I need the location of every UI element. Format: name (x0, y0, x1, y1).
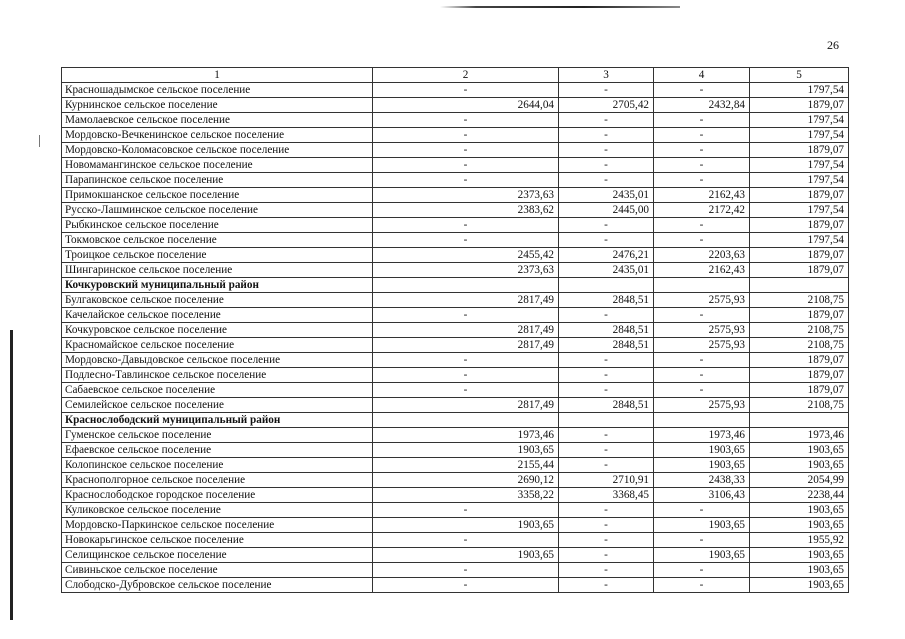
value-cell-v3: - (559, 458, 654, 473)
value-cell-v5: 1903,65 (750, 503, 849, 518)
value-cell-v2: - (373, 173, 559, 188)
table-row (62, 98, 849, 113)
value-cell-v5 (750, 278, 849, 293)
table-row (62, 443, 849, 458)
value-cell-v4: 3106,43 (654, 488, 750, 503)
column-header: 4 (654, 68, 750, 83)
value-cell-v3: - (559, 548, 654, 563)
column-header: 5 (750, 68, 849, 83)
value-cell-v2: - (373, 578, 559, 593)
value-cell-v2: - (373, 368, 559, 383)
table-row (62, 518, 849, 533)
value-cell-v2: 2817,49 (373, 398, 559, 413)
value-cell-v4: - (654, 218, 750, 233)
table-row (62, 458, 849, 473)
settlement-name: Качелайское сельское поселение (62, 308, 373, 323)
value-cell-v4: 1903,65 (654, 548, 750, 563)
value-cell-v5: 2108,75 (750, 398, 849, 413)
value-cell-v5: 1903,65 (750, 563, 849, 578)
value-cell-v5: 1879,07 (750, 353, 849, 368)
value-cell-v3 (559, 413, 654, 428)
value-cell-v5: 1879,07 (750, 248, 849, 263)
settlement-name: Булгаковское сельское поселение (62, 293, 373, 308)
value-cell-v3: 2848,51 (559, 293, 654, 308)
value-cell-v4: - (654, 578, 750, 593)
value-cell-v5: 1903,65 (750, 578, 849, 593)
value-cell-v5: 1797,54 (750, 83, 849, 98)
table-row (62, 218, 849, 233)
value-cell-v4: 2575,93 (654, 323, 750, 338)
table-row (62, 293, 849, 308)
value-cell-v3: - (559, 218, 654, 233)
value-cell-v2: - (373, 158, 559, 173)
settlement-name: Краснополгорное сельское поселение (62, 473, 373, 488)
value-cell-v4: - (654, 533, 750, 548)
table-row (62, 473, 849, 488)
table-row (62, 428, 849, 443)
settlement-name: Сивиньское сельское поселение (62, 563, 373, 578)
value-cell-v3: 2435,01 (559, 263, 654, 278)
value-cell-v2: 1973,46 (373, 428, 559, 443)
value-cell-v5 (750, 413, 849, 428)
settlement-name: Курнинское сельское поселение (62, 98, 373, 113)
table-row (62, 263, 849, 278)
settlement-name: Ефаевское сельское поселение (62, 443, 373, 458)
value-cell-v2: - (373, 563, 559, 578)
value-cell-v5: 1903,65 (750, 443, 849, 458)
scan-artifact-edge (10, 330, 13, 620)
value-cell-v3: - (559, 143, 654, 158)
settlement-name: Семилейское сельское поселение (62, 398, 373, 413)
value-cell-v5: 2108,75 (750, 323, 849, 338)
page-number: 26 (827, 38, 839, 52)
settlement-name: Селищинское сельское поселение (62, 548, 373, 563)
settlement-name: Кочкуровское сельское поселение (62, 323, 373, 338)
value-cell-v5: 1879,07 (750, 143, 849, 158)
value-cell-v3: 2445,00 (559, 203, 654, 218)
value-cell-v5: 1903,65 (750, 518, 849, 533)
value-cell-v3: - (559, 113, 654, 128)
column-header: 2 (373, 68, 559, 83)
value-cell-v5: 1797,54 (750, 128, 849, 143)
table-row (62, 578, 849, 593)
value-cell-v5: 1879,07 (750, 188, 849, 203)
value-cell-v4: 2575,93 (654, 293, 750, 308)
value-cell-v4: 2162,43 (654, 188, 750, 203)
value-cell-v3: - (559, 428, 654, 443)
table-row (62, 533, 849, 548)
value-cell-v2: 1903,65 (373, 443, 559, 458)
value-cell-v5: 2108,75 (750, 293, 849, 308)
value-cell-v2: 1903,65 (373, 548, 559, 563)
settlement-name: Гуменское сельское поселение (62, 428, 373, 443)
scan-artifact-tick (39, 135, 40, 147)
value-cell-v2 (373, 278, 559, 293)
value-cell-v3: - (559, 368, 654, 383)
district-name: Краснослободский муниципальный район (62, 413, 373, 428)
district-header-row (62, 278, 849, 293)
table-row (62, 338, 849, 353)
value-cell-v2: - (373, 233, 559, 248)
value-cell-v2: - (373, 308, 559, 323)
settlement-name: Рыбкинское сельское поселение (62, 218, 373, 233)
value-cell-v4: - (654, 383, 750, 398)
value-cell-v5: 1797,54 (750, 233, 849, 248)
column-header: 3 (559, 68, 654, 83)
value-cell-v5: 2108,75 (750, 338, 849, 353)
value-cell-v3: 2848,51 (559, 398, 654, 413)
settlement-name: Куликовское сельское поселение (62, 503, 373, 518)
value-cell-v5: 1955,92 (750, 533, 849, 548)
value-cell-v3: - (559, 158, 654, 173)
value-cell-v4: 1903,65 (654, 443, 750, 458)
value-cell-v4 (654, 413, 750, 428)
value-cell-v3: - (559, 533, 654, 548)
value-cell-v5: 1879,07 (750, 98, 849, 113)
settlement-name: Новомамангинское сельское поселение (62, 158, 373, 173)
value-cell-v2: 2373,63 (373, 263, 559, 278)
table-row (62, 368, 849, 383)
value-cell-v3: - (559, 308, 654, 323)
table-row (62, 113, 849, 128)
value-cell-v5: 1903,65 (750, 458, 849, 473)
value-cell-v2: 2817,49 (373, 338, 559, 353)
value-cell-v5: 2054,99 (750, 473, 849, 488)
table-row (62, 488, 849, 503)
value-cell-v2 (373, 413, 559, 428)
settlement-name: Колопинское сельское поселение (62, 458, 373, 473)
settlement-name: Подлесно-Тавлинское сельское поселение (62, 368, 373, 383)
value-cell-v3: - (559, 563, 654, 578)
district-name: Кочкуровский муниципальный район (62, 278, 373, 293)
value-cell-v3: 2476,21 (559, 248, 654, 263)
value-cell-v5: 1797,54 (750, 158, 849, 173)
district-header-row (62, 413, 849, 428)
value-cell-v4: 1903,65 (654, 458, 750, 473)
settlement-name: Примокшанское сельское поселение (62, 188, 373, 203)
value-cell-v4: - (654, 368, 750, 383)
value-cell-v3: - (559, 83, 654, 98)
settlement-name: Мордовско-Паркинское сельское поселение (62, 518, 373, 533)
value-cell-v2: - (373, 503, 559, 518)
table-row (62, 173, 849, 188)
value-cell-v4: 2172,42 (654, 203, 750, 218)
value-cell-v4: 2438,33 (654, 473, 750, 488)
table-row (62, 548, 849, 563)
value-cell-v4: 2575,93 (654, 338, 750, 353)
table-row (62, 233, 849, 248)
value-cell-v2: - (373, 113, 559, 128)
value-cell-v4: - (654, 563, 750, 578)
value-cell-v5: 1879,07 (750, 263, 849, 278)
table-row (62, 203, 849, 218)
settlement-name: Мамолаевское сельское поселение (62, 113, 373, 128)
value-cell-v3: - (559, 173, 654, 188)
settlements-table (61, 67, 849, 593)
table-header-row (62, 68, 849, 83)
table-row (62, 158, 849, 173)
value-cell-v3: - (559, 503, 654, 518)
table-row (62, 188, 849, 203)
settlement-name: Мордовско-Вечкенинское сельское поселение (62, 128, 373, 143)
value-cell-v4: - (654, 158, 750, 173)
table-row (62, 563, 849, 578)
value-cell-v2: 2155,44 (373, 458, 559, 473)
settlement-name: Красномайское сельское поселение (62, 338, 373, 353)
value-cell-v2: - (373, 83, 559, 98)
value-cell-v2: 3358,22 (373, 488, 559, 503)
table-row (62, 248, 849, 263)
value-cell-v2: 1903,65 (373, 518, 559, 533)
value-cell-v3: 2848,51 (559, 323, 654, 338)
value-cell-v3: - (559, 518, 654, 533)
value-cell-v5: 1797,54 (750, 113, 849, 128)
settlement-name: Шингаринское сельское поселение (62, 263, 373, 278)
value-cell-v2: 2455,42 (373, 248, 559, 263)
value-cell-v5: 1879,07 (750, 308, 849, 323)
value-cell-v5: 1797,54 (750, 203, 849, 218)
value-cell-v4: - (654, 143, 750, 158)
scan-artifact-line (440, 6, 680, 8)
value-cell-v4: - (654, 128, 750, 143)
value-cell-v2: - (373, 128, 559, 143)
value-cell-v5: 1879,07 (750, 368, 849, 383)
value-cell-v4: - (654, 353, 750, 368)
value-cell-v4: - (654, 503, 750, 518)
value-cell-v5: 1879,07 (750, 218, 849, 233)
table-row (62, 398, 849, 413)
settlement-name: Парапинское сельское поселение (62, 173, 373, 188)
settlement-name: Новокарьгинское сельское поселение (62, 533, 373, 548)
value-cell-v3: 2710,91 (559, 473, 654, 488)
value-cell-v2: 2383,62 (373, 203, 559, 218)
value-cell-v5: 1903,65 (750, 548, 849, 563)
table-row (62, 353, 849, 368)
value-cell-v4: - (654, 83, 750, 98)
value-cell-v2: - (373, 383, 559, 398)
value-cell-v4 (654, 278, 750, 293)
value-cell-v3 (559, 278, 654, 293)
table-row (62, 83, 849, 98)
value-cell-v2: - (373, 353, 559, 368)
value-cell-v4: - (654, 233, 750, 248)
value-cell-v4: - (654, 113, 750, 128)
value-cell-v5: 1797,54 (750, 173, 849, 188)
value-cell-v2: 2690,12 (373, 473, 559, 488)
settlement-name: Слободско-Дубровское сельское поселение (62, 578, 373, 593)
value-cell-v2: 2373,63 (373, 188, 559, 203)
value-cell-v3: - (559, 233, 654, 248)
value-cell-v3: 2848,51 (559, 338, 654, 353)
settlement-name: Сабаевское сельское поселение (62, 383, 373, 398)
settlement-name: Краснослободское городское поселение (62, 488, 373, 503)
table-row (62, 383, 849, 398)
value-cell-v2: 2817,49 (373, 323, 559, 338)
value-cell-v3: 2435,01 (559, 188, 654, 203)
table-row (62, 503, 849, 518)
value-cell-v4: 2203,63 (654, 248, 750, 263)
table-row (62, 143, 849, 158)
value-cell-v4: 2162,43 (654, 263, 750, 278)
settlement-name: Красношадымское сельское поселение (62, 83, 373, 98)
value-cell-v3: - (559, 128, 654, 143)
value-cell-v5: 2238,44 (750, 488, 849, 503)
value-cell-v4: - (654, 173, 750, 188)
value-cell-v2: - (373, 218, 559, 233)
value-cell-v3: 2705,42 (559, 98, 654, 113)
settlement-name: Мордовско-Давыдовское сельское поселение (62, 353, 373, 368)
value-cell-v2: - (373, 533, 559, 548)
settlement-name: Троицкое сельское поселение (62, 248, 373, 263)
value-cell-v4: 2432,84 (654, 98, 750, 113)
settlement-name: Мордовско-Коломасовское сельское поселение (62, 143, 373, 158)
value-cell-v3: 3368,45 (559, 488, 654, 503)
value-cell-v3: - (559, 383, 654, 398)
value-cell-v4: 1973,46 (654, 428, 750, 443)
table-row (62, 128, 849, 143)
value-cell-v5: 1973,46 (750, 428, 849, 443)
value-cell-v3: - (559, 353, 654, 368)
value-cell-v4: 2575,93 (654, 398, 750, 413)
value-cell-v2: 2644,04 (373, 98, 559, 113)
settlement-name: Русско-Лашминское сельское поселение (62, 203, 373, 218)
column-header: 1 (62, 68, 373, 83)
value-cell-v3: - (559, 443, 654, 458)
value-cell-v2: - (373, 143, 559, 158)
value-cell-v4: 1903,65 (654, 518, 750, 533)
table-row (62, 323, 849, 338)
value-cell-v5: 1879,07 (750, 383, 849, 398)
value-cell-v4: - (654, 308, 750, 323)
settlement-name: Токмовское сельское поселение (62, 233, 373, 248)
value-cell-v3: - (559, 578, 654, 593)
table-row (62, 308, 849, 323)
value-cell-v2: 2817,49 (373, 293, 559, 308)
